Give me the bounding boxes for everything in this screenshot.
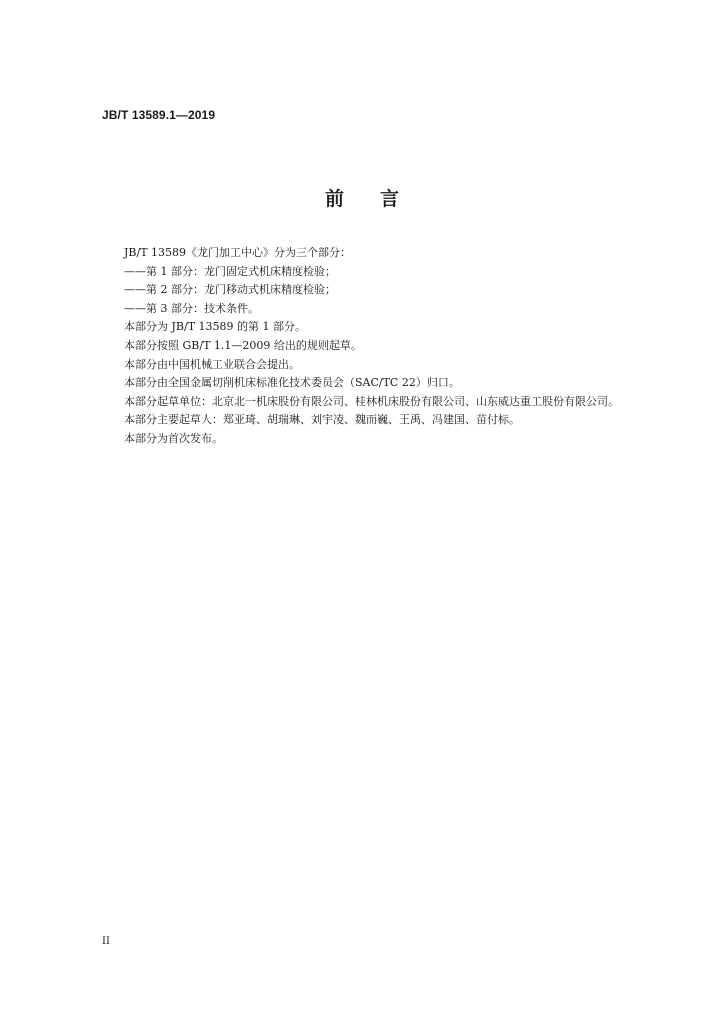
page-number: II <box>102 936 110 947</box>
paragraph-centralized-by: 本部分由全国金属切削机床标准化技术委员会（SAC/TC 22）归口。 <box>124 376 460 390</box>
paragraph-drafting-rules: 本部分按照 GB/T 1.1—2009 给出的规则起草。 <box>124 338 362 352</box>
paragraph-drafting-units: 本部分起草单位：北京北一机床股份有限公司、桂林机床股份有限公司、山东威达重工股份有限公司。 <box>124 394 619 408</box>
paragraph-this-part: 本部分为 JB/T 13589 的第 1 部分。 <box>124 320 307 334</box>
paragraph-parts-intro: JB/T 13589《龙门加工中心》分为三个部分： <box>124 246 352 259</box>
paragraph-first-release: 本部分为首次发布。 <box>124 431 223 445</box>
paragraph-part-2: ——第 2 部分：龙门移动式机床精度检验； <box>124 283 336 297</box>
paragraph-proposed-by: 本部分由中国机械工业联合会提出。 <box>124 357 300 371</box>
foreword-body <box>102 244 624 449</box>
paragraph-part-1: ——第 1 部分：龙门固定式机床精度检验； <box>124 264 336 278</box>
paragraph-part-3: ——第 3 部分：技术条件。 <box>124 301 259 315</box>
standard-number: JB/T 13589.1—2019 <box>102 108 216 122</box>
section-title: 前言 <box>324 188 435 210</box>
paragraph-drafters: 本部分主要起草人：郑亚琦、胡瑞琳、刘宇凌、魏而巍、王禹、冯建国、苗付标。 <box>124 413 520 427</box>
